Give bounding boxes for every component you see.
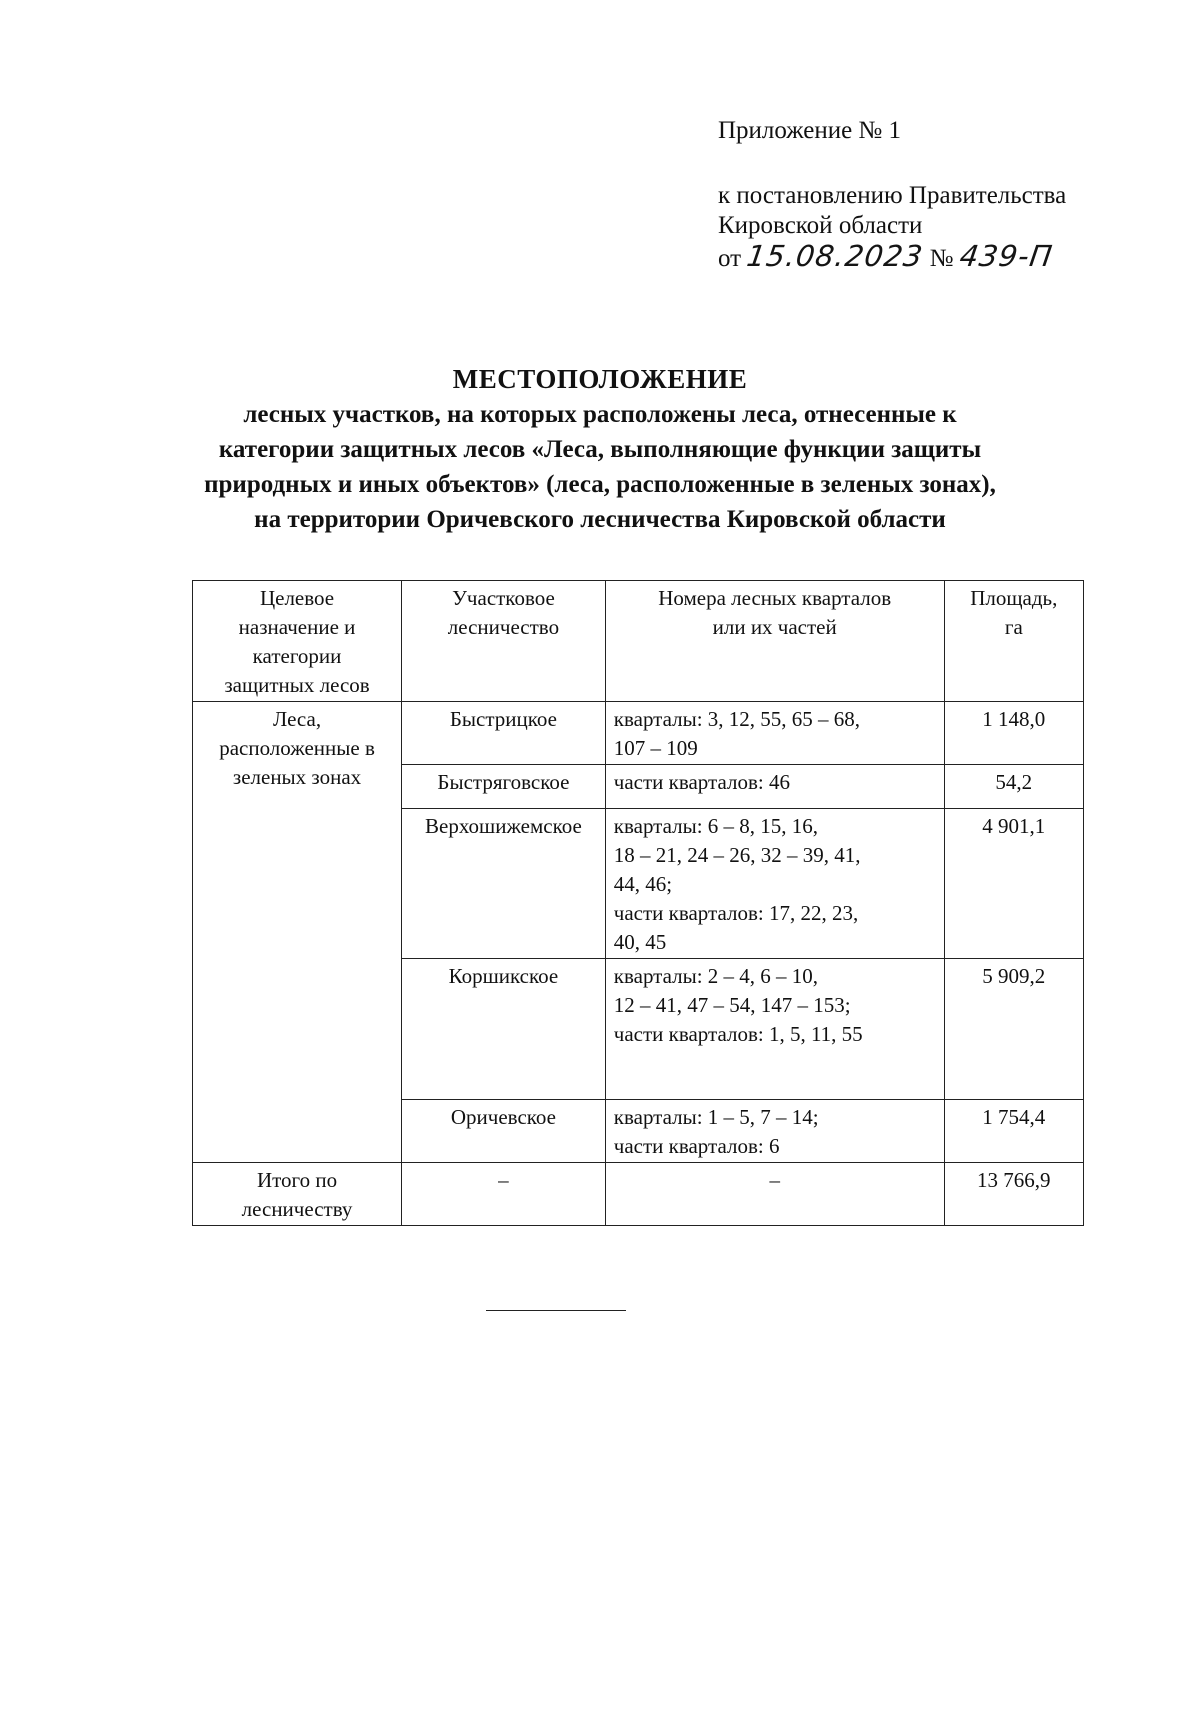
appendix-doc-number-handwritten: 439-П <box>957 239 1055 273</box>
total-area-cell: 13 766,9 <box>944 1163 1083 1226</box>
title-line-2: категории защитных лесов «Леса, выполняющие функции защиты <box>218 436 982 463</box>
district-cell: Быстряговское <box>402 765 606 809</box>
quarters-cell: кварталы: 1 – 5, 7 – 14; части кварталов: 6 <box>605 1100 944 1163</box>
appendix-date-line <box>718 241 1066 274</box>
area-cell: 1 148,0 <box>944 702 1083 765</box>
appendix-block <box>718 116 1066 274</box>
area-cell: 5 909,2 <box>944 959 1083 1100</box>
title-main: МЕСТОПОЛОЖЕНИЕ <box>452 364 748 394</box>
header-quarters: Номера лесных кварталов или их частей <box>605 581 944 702</box>
table-header-row <box>193 581 1084 702</box>
area-cell: 1 754,4 <box>944 1100 1083 1163</box>
document-title <box>150 362 1050 537</box>
table-total-row <box>193 1163 1084 1226</box>
appendix-date-handwritten: 15.08.2023 <box>744 239 926 273</box>
table-row <box>193 702 1084 765</box>
district-cell: Оричевское <box>402 1100 606 1163</box>
district-cell: Коршикское <box>402 959 606 1100</box>
closing-rule <box>486 1310 626 1311</box>
forest-plots-table <box>192 580 1084 1226</box>
total-quarters-cell: – <box>605 1163 944 1226</box>
appendix-line-1: к постановлению Правительства <box>718 182 1067 209</box>
header-district: Участковое лесничество <box>402 581 606 702</box>
total-label-cell: Итого по лесничеству <box>193 1163 402 1226</box>
header-area: Площадь, га <box>944 581 1083 702</box>
header-purpose: Целевое назначение и категории защитных лесов <box>193 581 402 702</box>
quarters-cell: кварталы: 2 – 4, 6 – 10, 12 – 41, 47 – 54, 147 – 153; части кварталов: 1, 5, 11, 55 <box>605 959 944 1100</box>
district-cell: Быстрицкое <box>402 702 606 765</box>
title-line-3: природных и иных объектов» (леса, расположенные в зеленых зонах), <box>204 471 996 498</box>
appendix-prefix-from: от <box>718 245 742 272</box>
title-line-4: на территории Оричевского лесничества Кировской области <box>254 506 946 533</box>
title-line-1: лесных участков, на которых расположены леса, отнесенные к <box>243 401 957 428</box>
total-district-cell: – <box>402 1163 606 1226</box>
appendix-number: Приложение № 1 <box>718 117 902 144</box>
quarters-cell: части кварталов: 46 <box>605 765 944 809</box>
appendix-line-2: Кировской области <box>718 212 923 239</box>
area-cell: 54,2 <box>944 765 1083 809</box>
area-cell: 4 901,1 <box>944 809 1083 959</box>
quarters-cell: кварталы: 6 – 8, 15, 16, 18 – 21, 24 – 26, 32 – 39, 41, 44, 46; части кварталов: 17, 22, 23, 40, 45 <box>605 809 944 959</box>
district-cell: Верхошижемское <box>402 809 606 959</box>
appendix-prefix-no: № <box>929 245 954 272</box>
category-cell: Леса, расположенные в зеленых зонах <box>193 702 402 1163</box>
quarters-cell: кварталы: 3, 12, 55, 65 – 68, 107 – 109 <box>605 702 944 765</box>
